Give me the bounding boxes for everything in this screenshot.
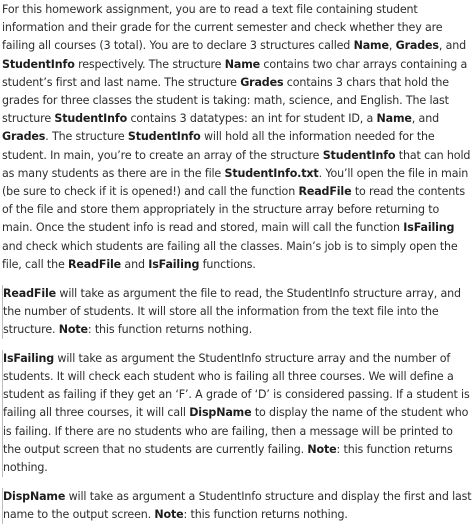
text-run: : this function returns nothing.: [3, 442, 453, 475]
bold-term: Name: [376, 112, 412, 126]
bold-term: StudentInfo: [54, 112, 128, 126]
bold-term: StudentInfo: [127, 130, 201, 144]
bold-term: Note: [154, 508, 184, 522]
text-run: to read the contents of the file and store them appropriately in the structure array before returning to main. Once the student info is read and stored, main will call the function: [2, 185, 466, 235]
text-run: will hold all the information needed for the student. In main, you’re to create an array of the structure: [2, 130, 435, 162]
text-run: : this function returns nothing.: [183, 508, 348, 522]
bold-term: StudentInfo: [2, 57, 75, 71]
bold-term: DispName: [3, 489, 66, 503]
bold-term: Grades: [240, 75, 284, 89]
text-run: , and: [411, 112, 439, 126]
text-run: . The structure: [45, 130, 128, 144]
bold-term: IsFailing: [403, 221, 455, 235]
dispname-paragraph: [2, 488, 472, 524]
text-run: contains two char arrays containing a student’s first and last name. The structure: [2, 57, 468, 89]
text-run: will take as argument a StudentInfo structure and display the first and last name to the output screen.: [3, 489, 472, 522]
bold-term: IsFailing: [3, 351, 55, 365]
text-run: , and: [438, 39, 467, 53]
intro-paragraph: [2, 1, 472, 274]
text-run: . You’ll open the file in main (be sure to check if it is opened!) and call the function: [2, 166, 469, 199]
text-run: and check which students are failing all the classes. Main’s job is to simply open the file, call the: [2, 239, 458, 271]
bold-term: ReadFile: [298, 185, 352, 199]
text-run: to display the name of the student who is failing. If there are no students who are failing, then a message will be printed to the output screen that no students are currently failing.: [3, 406, 469, 456]
text-run: will take as argument the file to read, the StudentInfo structure array, and the number of students. It will store all the information from the text file into the structure.: [3, 286, 461, 337]
isfailing-paragraph: [2, 350, 472, 477]
document-body: [2, 1, 472, 524]
readfile-paragraph: [2, 285, 472, 340]
text-run: functions.: [199, 257, 256, 271]
text-run: : this function returns nothing.: [87, 323, 253, 337]
text-run: For this homework assignment, you are to read a text file containing student information and their grade for the current semester and check whether they are failing all courses (3 total). You are to declare 3 structures called: [2, 3, 443, 53]
text-run: that can hold as many students as there are in the file: [2, 148, 471, 180]
text-run: respectively. The structure: [74, 57, 225, 71]
bold-term: StudentInfo: [322, 148, 396, 162]
bold-term: ReadFile: [3, 286, 57, 300]
text-run: contains 3 datatypes: an int for student ID, a: [127, 112, 377, 126]
text-run: will take as argument the StudentInfo structure array and the number of students. It will check each student who is failing all three courses. We will define a student as failing if they get an ‘F’. A grade of ‘D’ is considered passing. If a student is failing all three courses, it will call: [3, 351, 470, 420]
bold-term: Name: [353, 39, 389, 53]
bold-term: ReadFile: [68, 257, 122, 271]
bold-term: Note: [307, 442, 337, 456]
bold-term: Grades: [395, 39, 439, 53]
bold-term: Grades: [2, 130, 46, 144]
text-run: ,: [388, 39, 396, 53]
bold-term: StudentInfo.txt: [224, 166, 319, 180]
text-run: and: [121, 257, 149, 271]
bold-term: IsFailing: [148, 257, 200, 271]
text-run: contains 3 chars that hold the grades for three classes the student is taking: math, science, and English. The last structure: [2, 75, 449, 126]
bold-term: Note: [58, 323, 88, 337]
bold-term: Name: [224, 57, 260, 71]
bold-term: DispName: [189, 406, 252, 420]
